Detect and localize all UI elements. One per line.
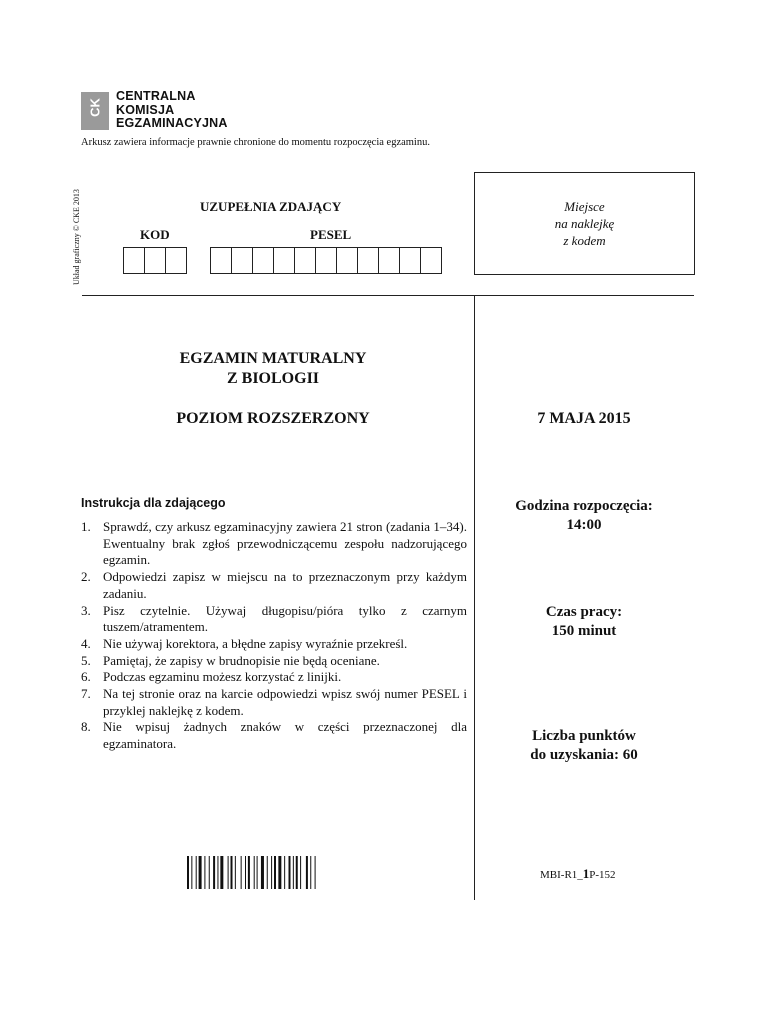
pesel-box[interactable] [210,247,232,274]
points-value: do uzyskania: 60 [530,747,638,763]
work-time-label: Czas pracy: [545,604,623,620]
instruction-item [81,569,467,602]
instruction-text: Pisz czytelnie. Używaj długopisu/pióra tylko z czarnym tuszem/atramentem. [103,602,467,635]
logo-line-1: CENTRALNA [116,89,196,103]
exam-title-line-1: EGZAMIN MATURALNY [179,350,367,367]
fill-in-title: UZUPEŁNIA ZDAJĄCY [200,199,342,214]
pesel-box[interactable] [420,247,442,274]
logo-line-3: EGZAMINACYJNA [116,116,228,130]
instruction-text: Odpowiedzi zapisz w miejscu na to przeznaczonym przy każdym zadaniu. [103,569,467,601]
kod-label: KOD [140,227,170,242]
instruction-text: Podczas egzaminu możesz korzystać z linijki. [103,669,342,685]
exam-level: POZIOM ROZSZERZONY [176,410,370,427]
sheet-code-number: 1 [582,866,590,881]
sticker-line-2: na naklejkę [554,216,615,231]
sheet-code [540,866,616,882]
instruction-text: Pamiętaj, że zapisy w brudnopisie nie będą oceniane. [103,652,380,668]
pesel-label: PESEL [310,227,352,242]
instruction-item [81,636,467,653]
cke-logo-mark [81,92,109,130]
instruction-item [81,719,467,752]
sheet-code-suffix: P-152 [589,869,616,881]
pesel-box[interactable] [294,247,316,274]
start-time-value: 14:00 [566,517,602,533]
pesel-box[interactable] [336,247,358,274]
exam-date: 7 MAJA 2015 [537,410,631,427]
instruction-text: Sprawdź, czy arkusz egzaminacyjny zawiera 21 stron (zadania 1–34). Ewentualny brak zgłoś przewodniczącemu zespołu nadzorującego egzamin. [103,519,467,568]
confidentiality-notice: Arkusz zawiera informacje prawnie chronione do momentu rozpoczęcia egzaminu. [81,137,430,148]
instruction-number: 3. [81,602,91,618]
pesel-box[interactable] [273,247,295,274]
logo-mark-text: CK [87,98,103,117]
logo-line-2: KOMISJA [116,102,175,117]
pesel-box[interactable] [357,247,379,274]
pesel-box[interactable] [399,247,421,274]
instruction-number: 2. [81,569,91,585]
instruction-number: 8. [81,719,91,735]
pesel-box[interactable] [315,247,337,274]
pesel-boxes[interactable] [210,247,441,274]
instruction-item [81,686,467,719]
points-label: Liczba punktów [532,728,636,744]
start-time-label: Godzina rozpoczęcia: [515,498,653,514]
instruction-number: 6. [81,669,91,685]
instruction-number: 4. [81,635,91,651]
instruction-text: Nie wpisuj żadnych znaków w części przeznaczonej dla egzaminatora. [103,719,467,752]
barcode [187,856,359,889]
instruction-text: Na tej stronie oraz na karcie odpowiedzi wpisz swój numer PESEL i przyklej naklejkę z kodem. [103,686,467,718]
work-time-value: 150 minut [551,623,617,639]
instruction-item [81,603,467,636]
sheet-code-separator: _ [577,869,583,881]
sticker-line-3: z kodem [563,233,606,248]
pesel-box[interactable] [252,247,274,274]
sheet-code-prefix: MBI-R1 [540,869,578,881]
kod-box[interactable] [144,247,166,274]
instruction-item [81,669,467,686]
sticker-placeholder [474,172,695,275]
cke-logo-text [116,90,228,131]
pesel-box[interactable] [231,247,253,274]
instruction-item [81,519,467,569]
instruction-number: 1. [81,519,91,534]
pesel-box[interactable] [378,247,400,274]
instructions-list [81,519,467,753]
instruction-number: 7. [81,686,91,702]
exam-title-line-2: Z BIOLOGII [226,370,320,387]
sticker-line-1: Miejsce [564,199,605,214]
instructions-heading: Instrukcja dla zdającego [81,496,226,510]
horizontal-divider [82,295,694,296]
kod-boxes[interactable] [123,247,186,274]
side-copyright-text: Układ graficzny © CKE 2013 [72,189,81,285]
kod-box[interactable] [123,247,145,274]
instruction-text: Nie używaj korektora, a błędne zapisy wyraźnie przekreśl. [103,635,408,651]
vertical-divider [474,295,475,900]
instruction-item [81,653,467,670]
instruction-number: 5. [81,652,91,668]
kod-box[interactable] [165,247,187,274]
